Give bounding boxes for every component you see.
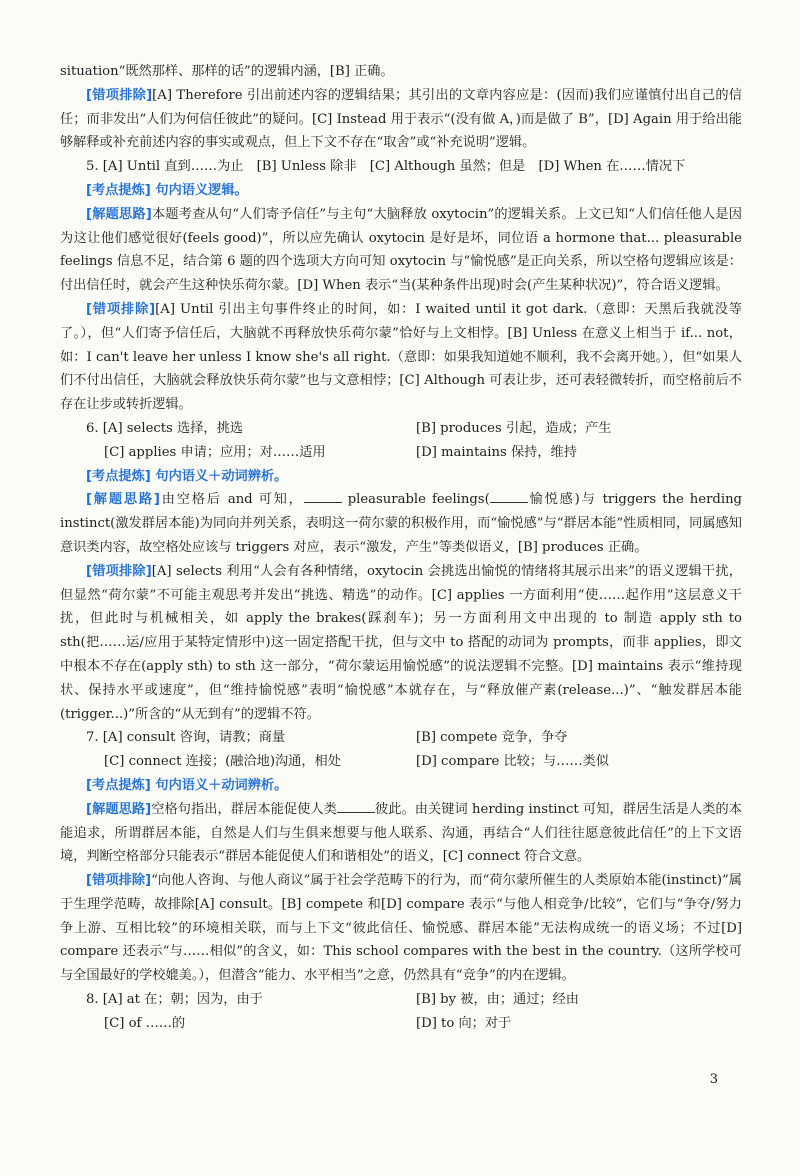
option-text: [D] maintains 保持，维持: [416, 444, 577, 460]
option-text: [C] applies 申请；应用；对……适用: [104, 444, 326, 460]
section-tag: [考点提炼] 句内语义逻辑。: [86, 182, 248, 198]
paragraph: [60, 798, 742, 869]
option-text: [B] compete 竞争，争夺: [416, 730, 568, 746]
section-tag-line: [60, 774, 742, 798]
section-tag: [解题思路]: [86, 801, 152, 817]
question-8-options-row: [60, 1012, 742, 1036]
paragraph-text: 空格句指出，群居本能促使人类: [151, 801, 337, 817]
paragraph-text: 彼此。由关键词 herding instinct 可知，群居生活是人类的本能追求，所谓群居本能，自然是人们与生俱来想要与他人联系、沟通，再结合“人们往往愿意彼此信任”的上下文语境，判断空格部分只能表示“群居本能促使人们和谐相处”的语义，[C] connect 符合文意。: [60, 801, 742, 865]
paragraph: [60, 84, 742, 155]
paragraph-text: pleasurable feelings(: [347, 492, 490, 508]
paragraph-text: 本题考查从句“人们寄予信任”与主句“大脑释放 oxytocin”的逻辑关系。上文已知“人们信任他人是因为这让他们感觉很好(feels good)”，所以应先确认 oxytocin 是好是坏，同位语 a hormone that... pleasurable feelings 信息不足，结合第 6 题的四个选项大方向可知 oxytocin 与“愉悦感”是正向关系，所以空格句逻辑应该是：付出信任时，就会产生这种快乐荷尔蒙。[D] When 表示“当(某种条件出现)时会(产生某种状况)”，符合语义逻辑。: [60, 206, 742, 294]
question-7-options-row: [60, 726, 742, 750]
paragraph-text: [A] Therefore 引出前述内容的逻辑结果；其引出的文章内容应是：(因而)我们应谨慎付出自己的信任；而非发出“人们为何信任彼此”的疑问。[C] Instead 用于表示“(没有做 A，)而是做了 B”，[D] Again 用于给出能够解释或补充前述内容的事实或观点，但上下文不存在“取舍”或“补充说明”逻辑。: [60, 87, 742, 151]
blank-line: [490, 490, 528, 503]
option-text: [B] by 被，由；通过；经由: [416, 992, 579, 1008]
option-text: [B] produces 引起，造成；产生: [416, 420, 612, 436]
question-7-options-row: [60, 750, 742, 774]
section-tag: [考点提炼] 句内语义＋动词辨析。: [86, 777, 288, 793]
option-text: 8. [A] at 在；朝；因为，由于: [86, 992, 263, 1008]
paragraph-text: 由空格后 and 可知，: [159, 492, 304, 508]
paragraph: [60, 560, 742, 727]
blank-line: [337, 800, 375, 813]
question-6-options-row: [60, 441, 742, 465]
option-text: 6. [A] selects 选择，挑选: [86, 420, 243, 436]
paragraph: [60, 203, 742, 298]
section-tag: [错项排除]: [86, 301, 156, 317]
paragraph-text: [A] Until 引出主句事件终止的时间，如：I waited until it got dark.（意即：天黑后我就没等了。），但“人们寄予信任后，大脑就不再释放快乐荷尔蒙”恰好与上文相悖。[B] Unless 在意义上相当于 if... not，如：I can't leave her unless I know she's all right.（意即：如果我知道她不顺利，我不会离开她。），但“如果人们不付出信任，大脑就会释放快乐荷尔蒙”也与文意相悖；[C] Although 可表让步，还可表轻微转折，而空格前后不存在让步或转折逻辑。: [60, 301, 742, 413]
section-tag: [解题思路]: [86, 206, 152, 222]
question-5-options: 5. [A] Until 直到……为止 [B] Unless 除非 [C] Although 虽然；但是 [D] When 在……情况下: [86, 159, 686, 175]
option-text: [D] to 向；对于: [416, 1015, 512, 1031]
option-text: [C] of ……的: [104, 1015, 186, 1031]
section-tag: [考点提炼] 句内语义＋动词辨析。: [86, 468, 288, 484]
paragraph: [60, 488, 742, 559]
paragraph-text: “向他人咨询、与他人商议”属于社会学范畴下的行为，而“荷尔蒙所催生的人类原始本能(instinct)”属于生理学范畴，故排除[A] consult。[B] compete 和[D] compare 表示“与他人相竞争/比较”，它们与“争夺/努力争上游、互相比较”的环境相关联，而与上下文“彼此信任、愉悦感、群居本能”无法构成统一的语义场；不过[D] compare 还表示“与……相似”的含义，如：This school compares with the best in the country.（这所学校可与全国最好的学校媲美。），但潜含“能力、水平相当”之意，仍然具有“竞争”的内在逻辑。: [60, 873, 742, 984]
paragraph-text: [A] selects 利用“人会有各种情绪，oxytocin 会挑选出愉悦的情绪将其展示出来”的语义逻辑干扰，但显然“荷尔蒙”不可能主观思考并发出“挑选、精选”的动作。[C] applies 一方面利用“使……起作用”这层意义干扰，但此时与机械相关，如 apply the brakes(踩刹车)；另一方面利用文中出现的 to 制造 apply sth to sth(把……运/应用于某特定情形中)这一固定搭配干扰，但与文中 to 搭配的动词为 prompts，而非 applies，即文中根本不存在(apply sth) to sth 这一部分，“荷尔蒙运用愉悦感”的说法逻辑不完整。[D] maintains 表示“维持现状、保持水平或速度”，但“维持愉悦感”表明“愉悦感”本就存在，与“释放催产素(release...)”、“触发群居本能(trigger...)”所含的“从无到有”的逻辑不符。: [60, 563, 742, 722]
paragraph-text: 愉悦感)与 triggers the herding instinct(激发群居本能)为同向并列关系，表明这一荷尔蒙的积极作用，而“愉悦感”与“群居本能”性质相同，同属感知意识类内容，故空格处应该与 triggers 对应，表示“激发，产生”等类似语义，[B] produces 正确。: [60, 492, 742, 555]
section-tag: [错项排除]: [86, 87, 153, 103]
blank-line: [304, 490, 342, 503]
option-text: [D] compare 比较；与……类似: [416, 754, 609, 770]
page-number: 3: [709, 1072, 718, 1087]
option-text: 7. [A] consult 咨询，请教；商量: [86, 730, 286, 746]
section-tag-line: [60, 465, 742, 489]
paragraph: [60, 298, 742, 417]
section-tag-line: [60, 179, 742, 203]
question-8-options-row: [60, 988, 742, 1012]
section-tag: [错项排除]: [86, 873, 152, 889]
section-tag: [解题思路]: [86, 492, 160, 508]
section-tag: [错项排除]: [86, 563, 152, 579]
option-text: [C] connect 连接；(融洽地)沟通，相处: [104, 754, 341, 770]
question-6-options-row: [60, 417, 742, 441]
paragraph: [60, 869, 742, 988]
paragraph: situation“既然那样、那样的话”的逻辑内涵，[B] 正确。: [60, 64, 394, 79]
